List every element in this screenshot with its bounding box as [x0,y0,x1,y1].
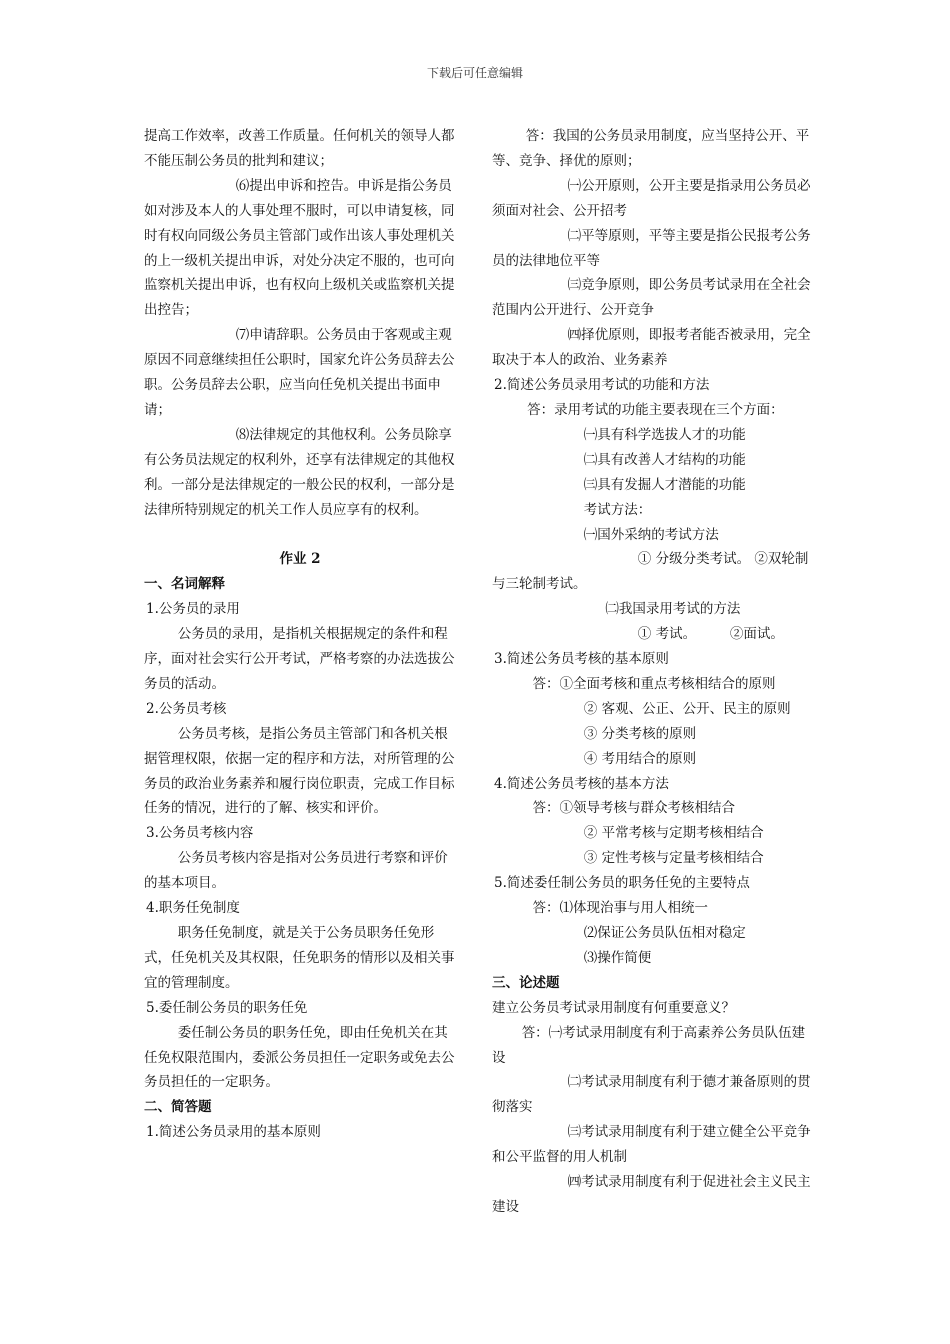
answer-item: ③ 分类考核的原则 [583,725,697,742]
section-heading: 二、简答题 [144,1099,212,1116]
question: 3.简述公务员考核的基本原则 [494,651,669,668]
term-title: 5.委任制公务员的职务任免 [146,999,308,1016]
answer-item: ① 分级分类考试。 ②双轮制与三轮制考试。 [492,551,809,593]
left-column [144,124,456,1145]
answer-item: 考试方法： [583,501,652,518]
term-title: 1.公务员的录用 [146,601,240,618]
paragraph: ⑺申请辞职。公务员由于客观或主观原因不同意继续担任公职时，国家允许公务员辞去公职。公务员辞去公职，应当向任免机关提出书面申请； [144,327,455,418]
answer: 答：㈠考试录用制度有利于高素养公务员队伍建设 [492,1024,806,1066]
paragraph: ⑹提出申诉和控告。申诉是指公务员如对涉及本人的人事处理不服时，可以申请复核，同时有权向同级公务员主管部门或作出该人事处理机关的上一级机关提出申诉，对处分决定不服的，也可向监察机关提出申诉，也有权向上级机关或监察机关提出控告； [144,177,455,319]
question: 4.简述公务员考核的基本方法 [494,775,669,792]
term-definition: 公务员考核内容是指对公务员进行考察和评价的基本项目。 [144,850,448,892]
answer: 答：⑴体现治事与用人相统一 [532,900,708,917]
answer-item: ① 考试。 ②面试。 [637,626,784,643]
answer-item: ㈠国外采纳的考试方法 [583,526,719,543]
answer-item: ㈡具有改善人才结构的功能 [583,451,746,468]
question: 1.简述公务员录用的基本原则 [146,1124,321,1141]
answer: 答：①全面考核和重点考核相结合的原则 [532,675,776,692]
answer-item: ⑵保证公务员队伍相对稳定 [583,925,746,941]
answer: 答：录用考试的功能主要表现在三个方面： [527,401,784,418]
term-definition: 委任制公务员的职务任免，即由任免机关在其任免权限范围内，委派公务员担任一定职务或免去公务员担任的一定职务。 [144,1024,455,1091]
section-heading: 三、论述题 [492,974,560,991]
question: 5.简述委任制公务员的职务任免的主要特点 [494,875,750,892]
answer-item: ④ 考用结合的原则 [583,750,697,767]
question: 建立公务员考试录用制度有何重要意义？ [492,999,735,1016]
answer-item: ㈢竞争原则，即公务员考试录用在全社会范围内公开进行、公开竞争 [492,277,811,319]
answer-item: ⑶操作简便 [583,949,652,966]
term-title: 2.公务员考核 [146,700,227,717]
answer: 答：①领导考核与群众考核相结合 [532,800,735,817]
answer-item: ㈣考试录用制度有利于促进社会主义民主建设 [492,1174,811,1215]
page-header: 下载后可任意编辑 [426,66,523,80]
answer: 答：我国的公务员录用制度，应当坚持公开、平等、竞争、择优的原则； [492,128,810,169]
answer-item: ② 客观、公正、公开、民主的原则 [583,700,791,717]
answer-item: ㈣择优原则，即报考者能否被录用，完全取决于本人的政治、业务素养 [492,327,811,369]
answer-item: ㈡平等原则，平等主要是指公民报考公务员的法律地位平等 [492,227,811,269]
answer-item: ③ 定性考核与定量考核相结合 [583,850,764,867]
term-definition: 公务员考核，是指公务员主管部门和各机关根据管理权限，依据一定的程序和方法，对所管理的公务员的政治业务素养和履行岗位职责，完成工作目标任务的情况，进行的了解、核实和评价。 [144,725,455,817]
answer-item: ㈢考试录用制度有利于建立健全公平竞争和公平监督的用人机制 [492,1124,811,1166]
paragraph: 提高工作效率，改善工作质量。任何机关的领导人都不能压制公务员的批判和建议； [144,128,455,169]
answer-item: ㈡我国录用考试的方法 [605,601,741,618]
term-definition: 职务任免制度，就是关于公务员职务任免形式，任免机关及其权限，任免职务的情形以及相关事宜的管理制度。 [144,924,455,991]
section-heading: 一、名词解释 [144,576,225,593]
term-definition: 公务员的录用，是指机关根据规定的条件和程序，面对社会实行公开考试，严格考察的办法选拔公务员的活动。 [144,626,455,692]
answer-item: ㈠公开原则，公开主要是指录用公务员必须面对社会、公开招考 [492,177,811,219]
assignment-title: 作业 2 [279,551,321,568]
answer-item: ㈡考试录用制度有利于德才兼备原则的贯彻落实 [492,1074,811,1116]
answer-item: ㈠具有科学选拔人才的功能 [583,426,746,443]
answer-item: ㈢具有发掘人才潜能的功能 [583,476,746,493]
answer-item: ② 平常考核与定期考核相结合 [583,825,764,842]
term-title: 3.公务员考核内容 [146,825,254,842]
right-column [492,124,812,1220]
paragraph: ⑻法律规定的其他权利。公务员除享有公务员法规定的权利外，还享有法律规定的其他权利。一部分是法律规定的一般公民的权利，一部分是法律所特别规定的机关工作人员应享有的权利。 [144,426,455,518]
question: 2.简述公务员录用考试的功能和方法 [494,377,710,394]
term-title: 4.职务任免制度 [146,900,240,917]
